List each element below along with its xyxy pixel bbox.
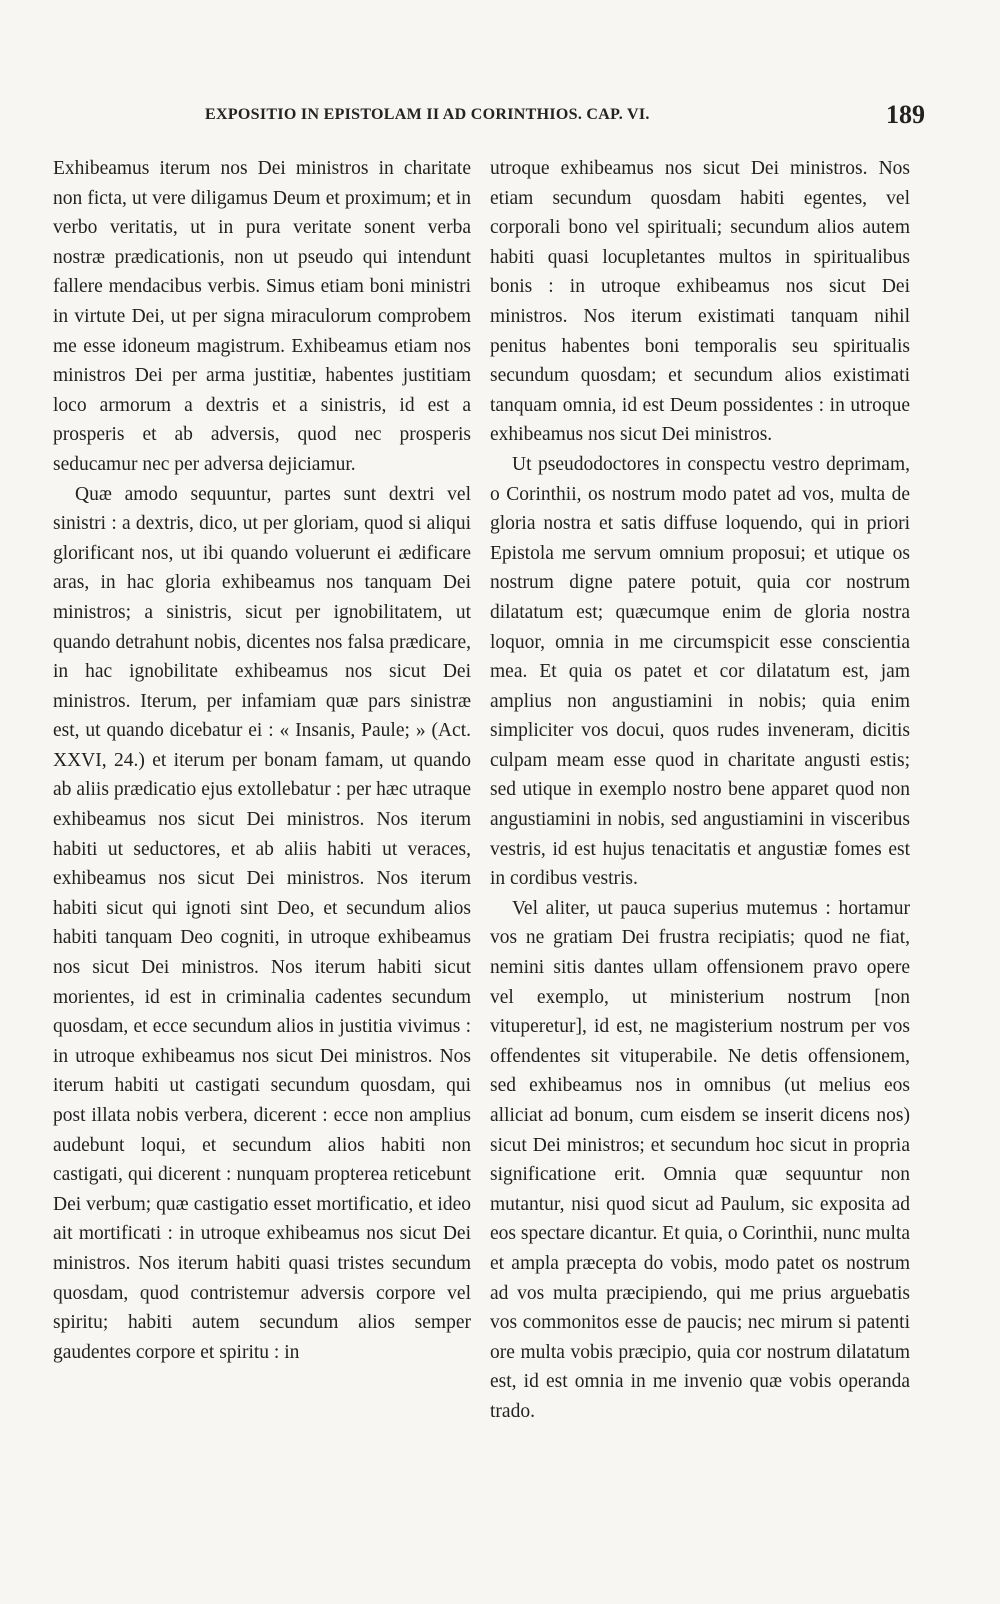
- paragraph: Vel aliter, ut pauca superius mutemus : hortamur vos ne gratiam Dei frustra recipiatis; quod ne fiat, nemini sitis dantes ullam offensionem pravo opere vel exemplo, ut ministerium nostrum [non vituperetur], id est, ne magisterium nostrum per vos offendentes sit vituperabile. Ne detis offensionem, sed exhibeamus nos in omnibus (ut melius eos alliciat ad bonum, cum eisdem se inserit dicens nos) sicut Dei ministros; et secundum hoc sicut in propria significatione erit. Omnia quæ sequuntur non mutantur, nisi quod sicut ad Paulum, sic exposita ad eos spectare dicantur. Et quia, o Corinthii, nunc multa et ampla præcepta do vobis, modo patet os nostrum ad vos multa præcipiendo, qui me prius arguebatis vos commonitos esse de paucis; nec mirum si patenti ore multa vobis præcipio, quia cor nostrum dilatatum est, id est omnia in me invenio quæ vobis operanda trado.: [490, 897, 910, 1422]
- right-column: [490, 154, 910, 1427]
- page-header: [205, 100, 925, 130]
- paragraph: Quæ amodo sequuntur, partes sunt dextri vel sinistri : a dextris, dico, ut per gloriam, quod si aliqui glorificant nos, ut ibi quando voluerunt ei ædificare aras, in hac gloria exhibeamus nos tanquam Dei ministros; a sinistris, sicut per ignobilitatem, ut quando detrahunt nobis, dicentes nos falsa prædicare, in hac ignobilitate exhibeamus nos sicut Dei ministros. Iterum, per infamiam quæ pars sinistræ est, ut quando dicebatur ei : « Insanis, Paule; » (Act. XXVI, 24.) et iterum per bonam famam, ut quando ab aliis prædicatio ejus extollebatur : per hæc utraque exhibeamus nos sicut Dei ministros. Nos iterum habiti ut seductores, et ab aliis habiti ut veraces, exhibeamus nos sicut Dei ministros. Nos iterum habiti sicut qui ignoti sint Deo, et secundum alios habiti tanquam Deo cogniti, in utroque exhibeamus nos sicut Dei ministros. Nos iterum habiti sicut morientes, id est in criminalia cadentes secundum quosdam, et ecce secundum alios in justitia vivimus : in utroque exhibeamus nos sicut Dei ministros. Nos iterum habiti ut castigati secundum quosdam, qui post illata nobis verbera, dicerent : ecce non amplius audebunt loqui, et secundum alios habiti non castigati, qui dicerent : nunquam propterea reticebunt Dei verbum; quæ castigatio esset mortificatio, et ideo ait mortificati : in utroque exhibeamus nos sicut Dei ministros. Nos iterum habiti quasi tristes secundum quosdam, quod contristemur adversis corpore vel spiritu; habiti autem secundum alios semper gaudentes corpore et spiritu : in: [53, 483, 471, 1363]
- paragraph: Exhibeamus iterum nos Dei ministros in charitate non ficta, ut vere diligamus Deum et proximum; et in verbo veritatis, ut in pura veritate sonent verba nostræ prædicationis, non ut pseudo qui intendunt fallere mendacibus verbis. Simus etiam boni ministri in virtute Dei, ut per signa miraculorum comprobem me esse idoneum magistrum. Exhibeamus etiam nos ministros Dei per arma justitiæ, habentes justitiam loco armorum a dextris et a sinistris, id est a prosperis et ab adversis, quod nec prosperis seducamur nec per adversa dejiciamur.: [53, 158, 471, 475]
- paragraph: utroque exhibeamus nos sicut Dei ministros. Nos etiam secundum quosdam habiti egentes, vel corporali bono vel spirituali; secundum alios autem habiti quasi locupletantes multos in spiritualibus bonis : in utroque exhibeamus nos sicut Dei ministros. Nos iterum existimati tanquam nihil penitus habentes boni temporalis seu spiritualis secundum quosdam; et secundum alios existimati tanquam omnia, id est Deum possidentes : in utroque exhibeamus nos sicut Dei ministros.: [490, 158, 910, 446]
- running-title: EXPOSITIO IN EPISTOLAM II AD CORINTHIOS. CAP. VI.: [205, 106, 650, 123]
- page-number: 189: [886, 100, 925, 129]
- paragraph: Ut pseudodoctores in conspectu vestro deprimam, o Corinthii, os nostrum modo patet ad vos, multa de gloria nostra et satis diffuse loquendo, qui in priori Epistola me servum omnium proposui; et utique os nostrum digne patere potuit, quia cor nostrum dilatatum est; quæcumque enim de gloria nostra loquor, omnia in me circumspicit esse conscientia mea. Et quia os patet et cor dilatatum est, jam amplius non angustiamini in nobis; quia enim simpliciter vos docui, quos rudes inveneram, dicitis culpam meam esse quod in charitate angusti estis; sed utique in exemplo nostro bene apparet quod non angustiamini in nobis, sed angustiamini in visceribus vestris, id est hujus tenacitatis et angustiæ fomes est in cordibus vestris.: [490, 453, 910, 890]
- left-column: [53, 154, 471, 1367]
